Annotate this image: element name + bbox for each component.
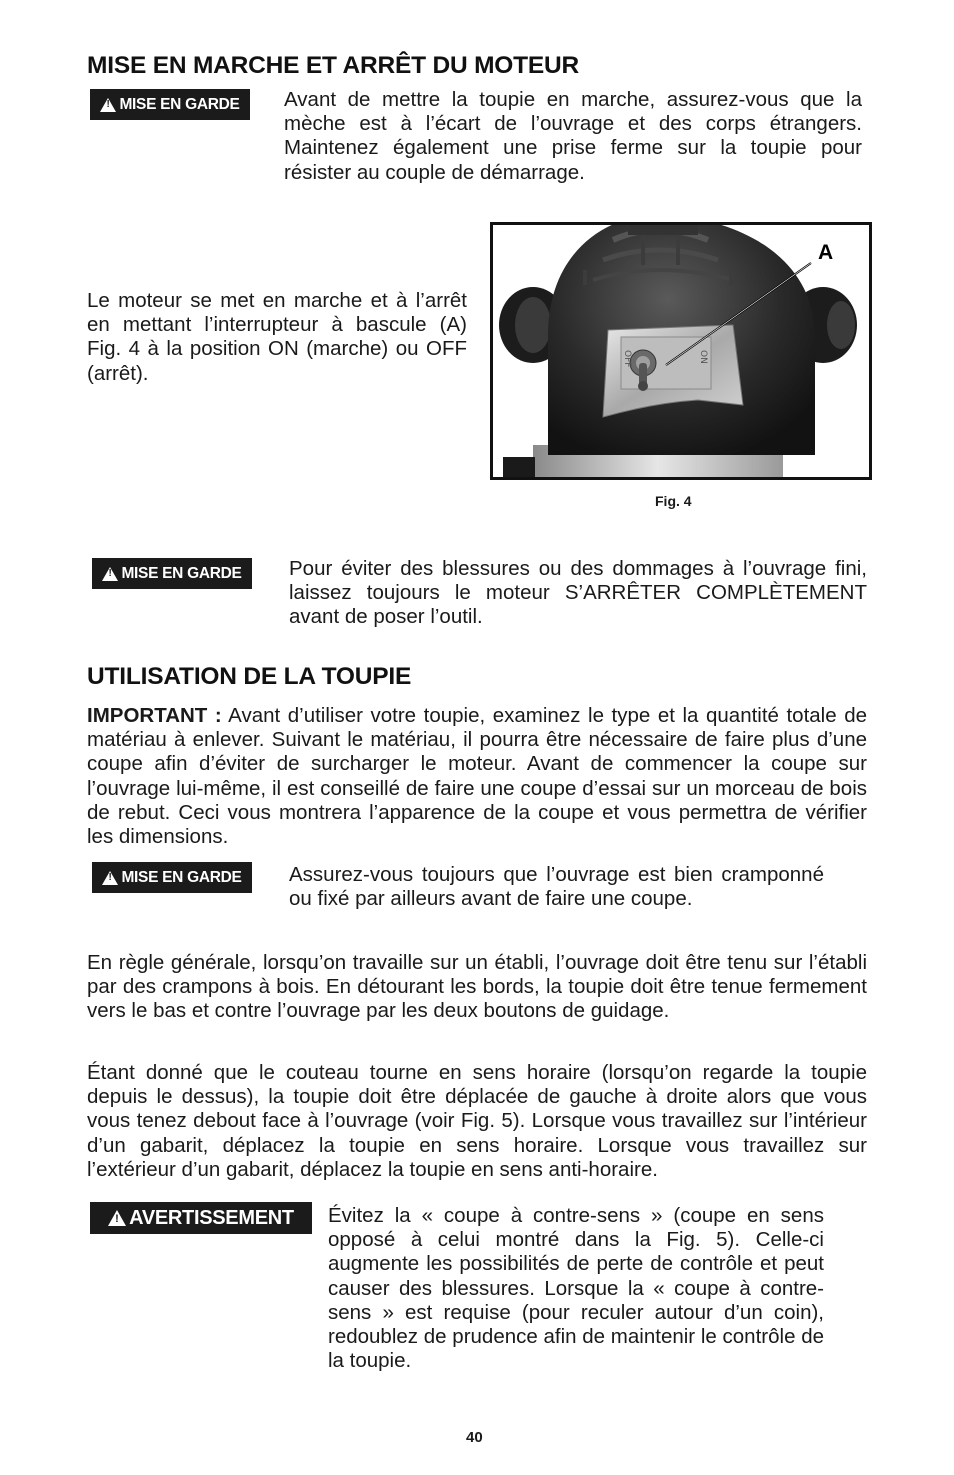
- caution-badge: [92, 558, 252, 589]
- warning-triangle-icon: [102, 871, 118, 885]
- caution-text-stop: Pour éviter des blessures ou des dommages à l’ouvrage fini, laissez toujours le moteur S’ARRÊTER COMPLÈTEMENT avant de poser l’outil.: [289, 557, 867, 629]
- warning-badge: [90, 1202, 312, 1234]
- warning-text-climb-cut: Évitez la « coupe à contre-sens » (coupe en sens opposé à celui montré dans la Fig. 5). Celle-ci augmente les possibilités de perte de contrôle et peut causer des blessures. Lorsque la « coupe à contre-sens » est requise (pour reculer autour d’un coin), redoublez de prudence afin de maintenir le contrôle de la toupie.: [328, 1204, 824, 1373]
- page-number: 40: [466, 1429, 483, 1446]
- figure-4-router-switch: [490, 222, 872, 480]
- paragraph-feed-direction: Étant donné que le couteau tourne en sens horaire (lorsqu’on regarde la toupie depuis le dessus), la toupie doit être déplacée de gauche à droite alors que vous vous tenez debout face à l’ouvrage (voir Fig. 5). Lorsque vous travaillez sur l’intérieur d’un gabarit, déplacez la toupie en sens horaire. Lorsque vous travaillez sur l’extérieur d’un gabarit, déplacez la toupie en sens anti-horaire.: [87, 1061, 867, 1181]
- switch-on-label: ON: [698, 350, 708, 364]
- figure-callout-a: A: [818, 241, 834, 264]
- switch-instructions-text: Le moteur se met en marche et à l’arrêt en mettant l’interrupteur à bascule (A) Fig. 4 à la position ON (marche) ou OFF (arrêt).: [87, 289, 467, 385]
- important-paragraph: [87, 704, 867, 849]
- section-title-utilisation: UTILISATION DE LA TOUPIE: [87, 663, 412, 690]
- warning-triangle-icon: [100, 98, 116, 112]
- caution-badge: [92, 862, 252, 893]
- important-text: Avant d’utiliser votre toupie, examinez le type et la quantité totale de matériau à enlever. Suivant le matériau, il pourra être nécessaire de faire plus d’une coupe afin d’éviter de surcharger le moteur. Avant de commencer la coupe sur l’ouvrage lui-même, il est conseillé de faire une coupe d’essai sur un morceau de bois de rebut. Ceci vous montrera l’apparence de la coupe et vous permettra de vérifier les dimensions.: [87, 704, 867, 849]
- caution-text-startup: Avant de mettre la toupie en marche, assurez-vous que la mèche est à l’écart de l’ouvrage et des corps étrangers. Maintenez également une prise ferme sur la toupie pour résister au couple de démarrage.: [284, 88, 862, 184]
- figure-4-caption: Fig. 4: [655, 493, 692, 509]
- caution-badge-label: MISE EN GARDE: [119, 95, 240, 113]
- caution-badge: [90, 89, 250, 120]
- caution-badge-label: MISE EN GARDE: [121, 868, 242, 886]
- warning-badge-label: AVERTISSEMENT: [129, 1206, 294, 1229]
- important-label: IMPORTANT :: [87, 704, 222, 727]
- paragraph-workbench: En règle générale, lorsqu’on travaille sur un établi, l’ouvrage doit être tenu sur l’établi par des crampons à bois. En détourant les bords, la toupie doit être tenue fermement vers le bas et contre l’ouvrage par les deux boutons de guidage.: [87, 951, 867, 1023]
- switch-off-label: OFF: [622, 350, 632, 368]
- caution-badge-label: MISE EN GARDE: [121, 564, 242, 582]
- warning-triangle-icon: [102, 567, 118, 581]
- router-top-illustration: [493, 225, 869, 477]
- section-title-mise-en-marche: MISE EN MARCHE ET ARRÊT DU MOTEUR: [87, 52, 580, 79]
- caution-text-clamp: Assurez-vous toujours que l’ouvrage est bien cramponné ou fixé par ailleurs avant de faire une coupe.: [289, 863, 824, 911]
- warning-triangle-icon: [108, 1210, 126, 1226]
